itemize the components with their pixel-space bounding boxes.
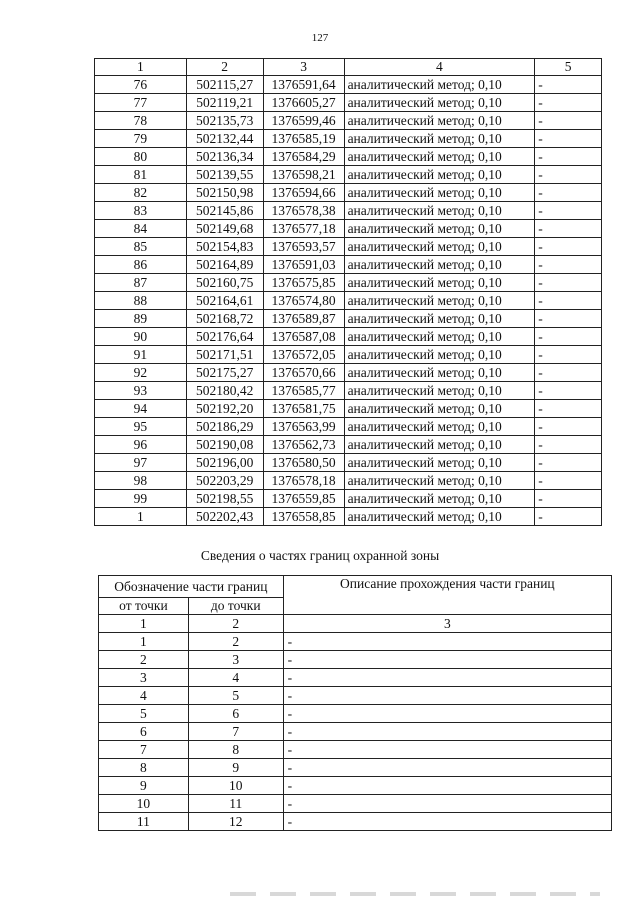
method-accuracy: аналитический метод; 0,10 [344,382,535,400]
to-point: 2 [188,633,283,651]
coord-y: 1376558,85 [263,508,344,526]
note: - [535,472,602,490]
method-accuracy: аналитический метод; 0,10 [344,220,535,238]
coord-y: 1376593,57 [263,238,344,256]
header-to-point: до точки [188,598,283,615]
coord-y: 1376580,50 [263,454,344,472]
coord-x: 502164,89 [186,256,263,274]
coord-x: 502175,27 [186,364,263,382]
table-row [95,346,602,364]
point-number: 82 [95,184,187,202]
table-row [95,490,602,508]
scan-artifact [230,892,600,896]
table-header-row [95,59,602,76]
coord-x: 502145,86 [186,202,263,220]
point-number: 88 [95,292,187,310]
description: - [283,723,611,741]
table-row [95,166,602,184]
note: - [535,94,602,112]
note: - [535,400,602,418]
method-accuracy: аналитический метод; 0,10 [344,148,535,166]
point-number: 86 [95,256,187,274]
table-row [99,813,612,831]
table-row [95,94,602,112]
coord-y: 1376585,19 [263,130,344,148]
point-number: 90 [95,328,187,346]
coord-y: 1376578,18 [263,472,344,490]
point-number: 97 [95,454,187,472]
coord-y: 1376570,66 [263,364,344,382]
method-accuracy: аналитический метод; 0,10 [344,472,535,490]
to-point: 8 [188,741,283,759]
point-number: 80 [95,148,187,166]
coord-x: 502180,42 [186,382,263,400]
coord-y: 1376587,08 [263,328,344,346]
coord-y: 1376575,85 [263,274,344,292]
method-accuracy: аналитический метод; 0,10 [344,328,535,346]
note: - [535,328,602,346]
coord-y: 1376584,29 [263,148,344,166]
coord-x: 502202,43 [186,508,263,526]
table-row [95,76,602,94]
coord-x: 502150,98 [186,184,263,202]
note: - [535,418,602,436]
table-row [95,220,602,238]
coord-x: 502203,29 [186,472,263,490]
table-row [99,669,612,687]
method-accuracy: аналитический метод; 0,10 [344,436,535,454]
from-point: 1 [99,633,189,651]
point-number: 87 [95,274,187,292]
coord-y: 1376591,64 [263,76,344,94]
coord-x: 502135,73 [186,112,263,130]
col-number: 1 [99,615,189,633]
coord-y: 1376563,99 [263,418,344,436]
point-number: 83 [95,202,187,220]
note: - [535,130,602,148]
coord-y: 1376585,77 [263,382,344,400]
table-row [99,633,612,651]
note: - [535,112,602,130]
point-number: 98 [95,472,187,490]
coordinates-table [94,58,602,526]
table-row [99,759,612,777]
method-accuracy: аналитический метод; 0,10 [344,418,535,436]
point-number: 76 [95,76,187,94]
coord-y: 1376572,05 [263,346,344,364]
table-row [95,238,602,256]
method-accuracy: аналитический метод; 0,10 [344,400,535,418]
note: - [535,508,602,526]
note: - [535,292,602,310]
description: - [283,705,611,723]
coord-y: 1376562,73 [263,436,344,454]
point-number: 85 [95,238,187,256]
method-accuracy: аналитический метод; 0,10 [344,184,535,202]
point-number: 91 [95,346,187,364]
method-accuracy: аналитический метод; 0,10 [344,490,535,508]
from-point: 8 [99,759,189,777]
table-row [95,454,602,472]
table-row [95,382,602,400]
note: - [535,256,602,274]
coord-y: 1376559,85 [263,490,344,508]
from-point: 4 [99,687,189,705]
header-cell: 2 [186,59,263,76]
note: - [535,166,602,184]
method-accuracy: аналитический метод; 0,10 [344,508,535,526]
header-cell: 1 [95,59,187,76]
point-number: 99 [95,490,187,508]
table-row [95,202,602,220]
point-number: 93 [95,382,187,400]
to-point: 6 [188,705,283,723]
header-cell: 4 [344,59,535,76]
table-row [95,256,602,274]
description: - [283,687,611,705]
point-number: 1 [95,508,187,526]
header-from-point: от точки [99,598,189,615]
method-accuracy: аналитический метод; 0,10 [344,166,535,184]
coord-y: 1376581,75 [263,400,344,418]
table-row [95,418,602,436]
method-accuracy: аналитический метод; 0,10 [344,202,535,220]
to-point: 12 [188,813,283,831]
coord-x: 502196,00 [186,454,263,472]
method-accuracy: аналитический метод; 0,10 [344,364,535,382]
description: - [283,741,611,759]
method-accuracy: аналитический метод; 0,10 [344,112,535,130]
boundary-parts-table [98,575,612,831]
coord-x: 502136,34 [186,148,263,166]
coord-y: 1376574,80 [263,292,344,310]
point-number: 96 [95,436,187,454]
to-point: 11 [188,795,283,813]
table-row [95,274,602,292]
from-point: 10 [99,795,189,813]
to-point: 7 [188,723,283,741]
table-row [95,148,602,166]
col-number: 2 [188,615,283,633]
point-number: 84 [95,220,187,238]
note: - [535,310,602,328]
description: - [283,795,611,813]
coord-x: 502192,20 [186,400,263,418]
point-number: 77 [95,94,187,112]
table-row [95,310,602,328]
col-number: 3 [283,615,611,633]
header-cell: 3 [263,59,344,76]
coord-x: 502198,55 [186,490,263,508]
from-point: 11 [99,813,189,831]
table-row [99,651,612,669]
coord-x: 502154,83 [186,238,263,256]
method-accuracy: аналитический метод; 0,10 [344,454,535,472]
table-row [95,292,602,310]
from-point: 7 [99,741,189,759]
from-point: 9 [99,777,189,795]
to-point: 4 [188,669,283,687]
method-accuracy: аналитический метод; 0,10 [344,130,535,148]
table-row [95,472,602,490]
method-accuracy: аналитический метод; 0,10 [344,94,535,112]
note: - [535,382,602,400]
description: - [283,669,611,687]
note: - [535,238,602,256]
to-point: 5 [188,687,283,705]
header-boundary-part-designation: Обозначение части границ [99,576,284,598]
coord-y: 1376591,03 [263,256,344,274]
note: - [535,274,602,292]
from-point: 5 [99,705,189,723]
note: - [535,346,602,364]
to-point: 3 [188,651,283,669]
coord-y: 1376577,18 [263,220,344,238]
coord-x: 502190,08 [186,436,263,454]
table-row [99,705,612,723]
from-point: 3 [99,669,189,687]
coord-x: 502176,64 [186,328,263,346]
table-row [95,508,602,526]
method-accuracy: аналитический метод; 0,10 [344,76,535,94]
coord-x: 502164,61 [186,292,263,310]
table-row [95,364,602,382]
note: - [535,364,602,382]
coord-x: 502186,29 [186,418,263,436]
coord-y: 1376598,21 [263,166,344,184]
from-point: 2 [99,651,189,669]
note: - [535,202,602,220]
coord-x: 502115,27 [186,76,263,94]
to-point: 9 [188,759,283,777]
coord-y: 1376578,38 [263,202,344,220]
table-row [95,112,602,130]
note: - [535,490,602,508]
table-row [95,184,602,202]
point-number: 94 [95,400,187,418]
table-row [95,400,602,418]
point-number: 79 [95,130,187,148]
description: - [283,813,611,831]
note: - [535,436,602,454]
note: - [535,220,602,238]
coord-x: 502139,55 [186,166,263,184]
coord-x: 502149,68 [186,220,263,238]
method-accuracy: аналитический метод; 0,10 [344,346,535,364]
point-number: 78 [95,112,187,130]
point-number: 95 [95,418,187,436]
coord-y: 1376594,66 [263,184,344,202]
method-accuracy: аналитический метод; 0,10 [344,256,535,274]
table-row [99,723,612,741]
coord-y: 1376589,87 [263,310,344,328]
table-row [95,436,602,454]
description: - [283,759,611,777]
note: - [535,184,602,202]
table-row [95,328,602,346]
method-accuracy: аналитический метод; 0,10 [344,292,535,310]
description: - [283,651,611,669]
from-point: 6 [99,723,189,741]
method-accuracy: аналитический метод; 0,10 [344,238,535,256]
point-number: 81 [95,166,187,184]
coord-x: 502160,75 [186,274,263,292]
table-row [99,687,612,705]
point-number: 92 [95,364,187,382]
description: - [283,777,611,795]
note: - [535,454,602,472]
point-number: 89 [95,310,187,328]
table-row [95,130,602,148]
description: - [283,633,611,651]
section-title: Сведения о частях границ охранной зоны [200,548,440,563]
method-accuracy: аналитический метод; 0,10 [344,274,535,292]
header-cell: 5 [535,59,602,76]
table-row [99,741,612,759]
table-row [99,777,612,795]
header-boundary-description: Описание прохождения части границ [283,576,611,615]
table-row [99,795,612,813]
coord-x: 502132,44 [186,130,263,148]
coord-y: 1376599,46 [263,112,344,130]
note: - [535,148,602,166]
coord-x: 502119,21 [186,94,263,112]
note: - [535,76,602,94]
coord-x: 502168,72 [186,310,263,328]
method-accuracy: аналитический метод; 0,10 [344,310,535,328]
page-number: 127 [311,32,329,44]
coord-y: 1376605,27 [263,94,344,112]
coord-x: 502171,51 [186,346,263,364]
to-point: 10 [188,777,283,795]
